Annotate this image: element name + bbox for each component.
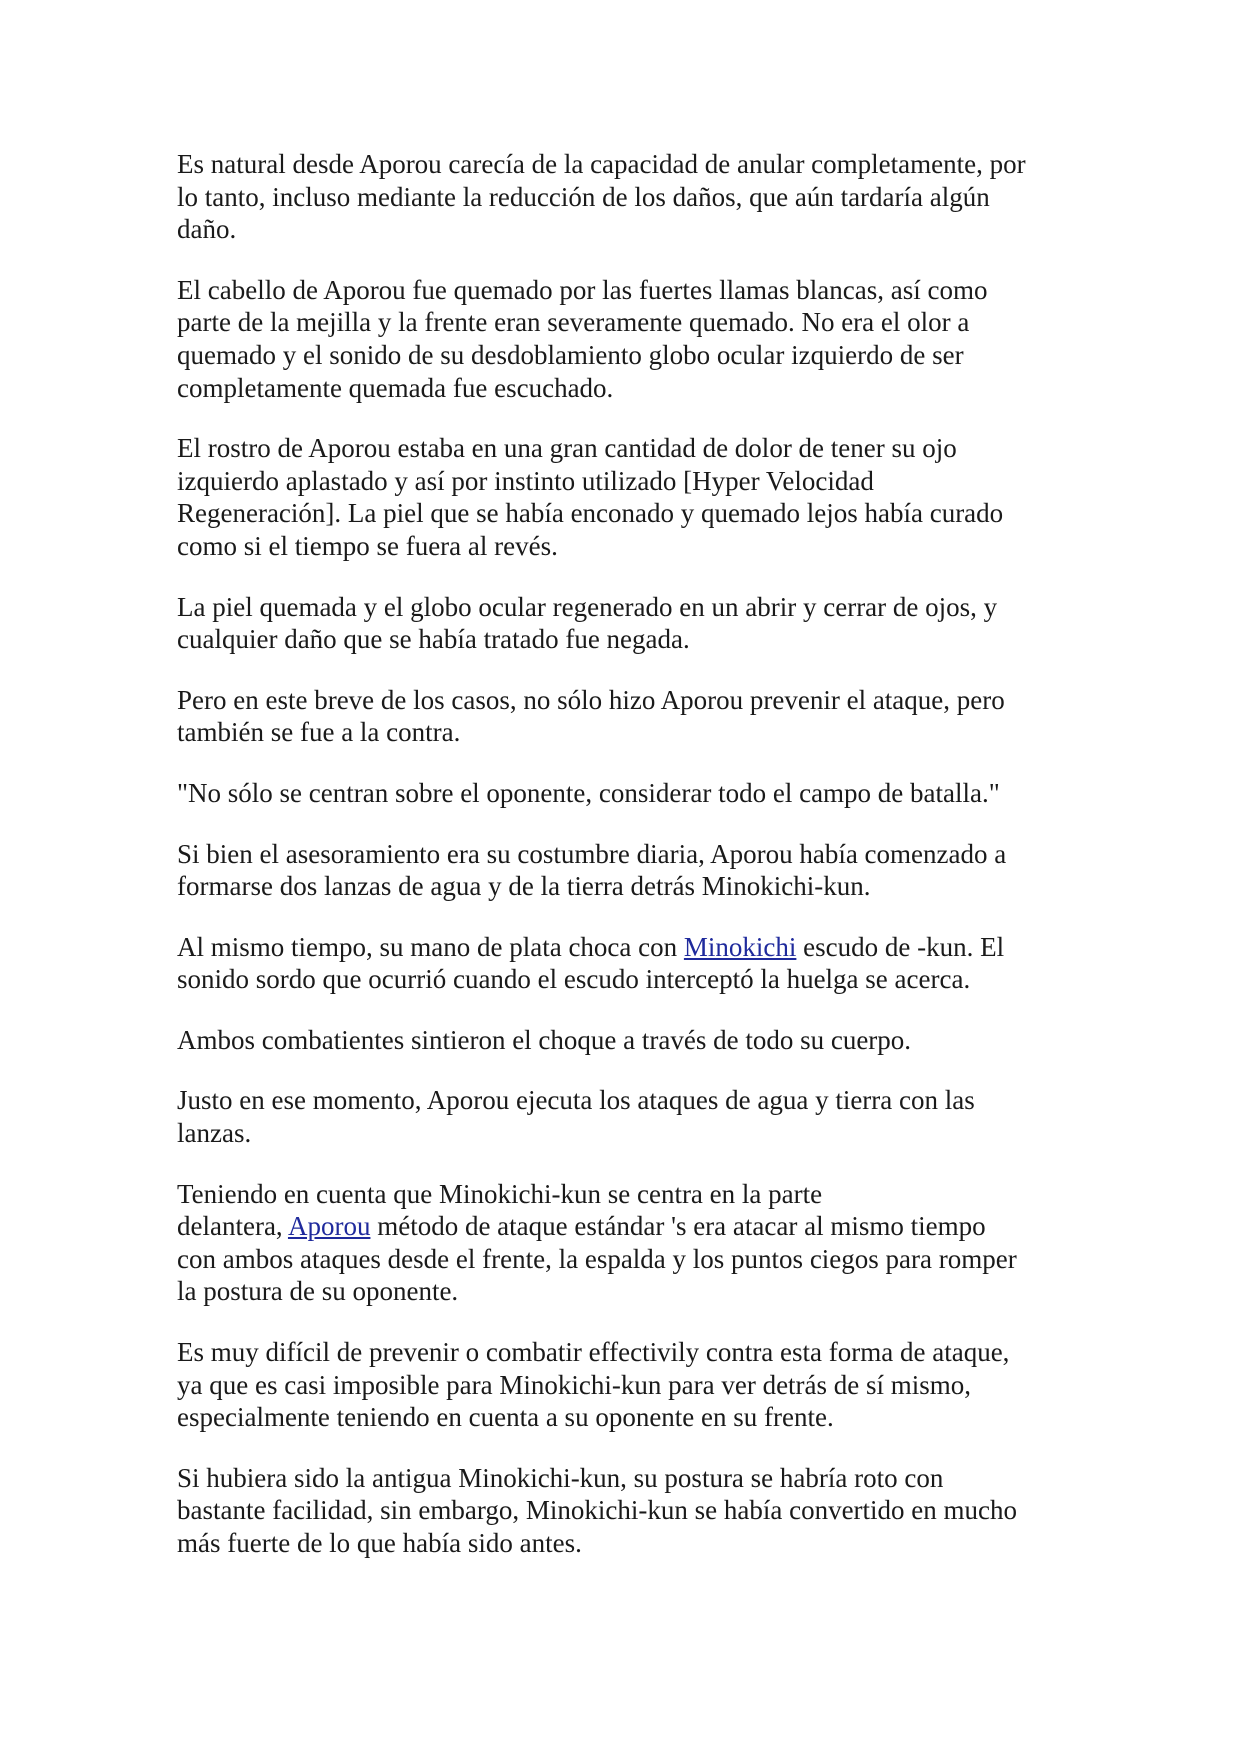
- document-page: [177, 148, 1082, 1588]
- text-line: bastante facilidad, sin embargo, Minokichi-kun se había convertido en mucho: [177, 1495, 1018, 1526]
- text-line: también se fue a la contra.: [177, 717, 461, 748]
- text-line: como si el tiempo se fuera al revés.: [177, 530, 558, 561]
- paragraph-4: [177, 591, 1082, 656]
- text-line: Si hubiera sido la antigua Minokichi-kun, su postura se habría roto con: [177, 1462, 944, 1493]
- paragraph-9: [177, 1024, 1082, 1057]
- text-line: lanzas.: [177, 1118, 252, 1149]
- text-line: Pero en este breve de los casos, no sólo hizo Aporou prevenir el ataque, pero: [177, 684, 1005, 715]
- paragraph-3: [177, 432, 1082, 562]
- text-line: la postura de su oponente.: [177, 1276, 459, 1307]
- text-segment: escudo de -kun. El: [796, 931, 1005, 962]
- paragraph-8: [177, 931, 1082, 996]
- text-line: "No sólo se centran sobre el oponente, considerar todo el campo de batalla.": [177, 777, 1000, 808]
- paragraph-12: [177, 1336, 1082, 1434]
- paragraph-13: [177, 1462, 1082, 1560]
- text-line: El rostro de Aporou estaba en una gran cantidad de dolor de tener su ojo: [177, 433, 957, 464]
- text-line: especialmente teniendo en cuenta a su oponente en su frente.: [177, 1402, 834, 1433]
- text-line: Teniendo en cuenta que Minokichi-kun se centra en la parte: [177, 1178, 823, 1209]
- paragraph-5: [177, 684, 1082, 749]
- minokichi-link[interactable]: Minokichi: [683, 931, 797, 962]
- paragraph-2: [177, 274, 1082, 404]
- paragraph-6: [177, 777, 1082, 810]
- text-line: Es natural desde Aporou carecía de la capacidad de anular completamente, por: [177, 149, 1026, 179]
- text-line: más fuerte de lo que había sido antes.: [177, 1528, 582, 1558]
- text-line: El cabello de Aporou fue quemado por las fuertes llamas blancas, así como: [177, 274, 988, 305]
- paragraph-10: [177, 1084, 1082, 1149]
- text-line: daño.: [177, 214, 237, 245]
- text-line: lo tanto, incluso mediante la reducción de los daños, que aún tardaría algún: [177, 181, 990, 212]
- text-line: cualquier daño que se había tratado fue negada.: [177, 624, 690, 655]
- text-line: Si bien el asesoramiento era su costumbre diaria, Aporou había comenzado a: [177, 838, 1007, 869]
- text-line: quemado y el sonido de su desdoblamiento globo ocular izquierdo de ser: [177, 339, 964, 370]
- text-line: ya que es casi imposible para Minokichi-kun para ver detrás de sí mismo,: [177, 1369, 972, 1400]
- text-line: Ambos combatientes sintieron el choque a través de todo su cuerpo.: [177, 1024, 912, 1055]
- text-line: formarse dos lanzas de agua y de la tierra detrás Minokichi-kun.: [177, 871, 871, 902]
- text-line: Regeneración]. La piel que se había enconado y quemado lejos había curado: [177, 498, 1004, 529]
- text-segment: Al mismo tiempo, su mano de plata choca con: [177, 931, 684, 962]
- text-line: izquierdo aplastado y así por instinto utilizado [Hyper Velocidad: [177, 465, 874, 496]
- paragraph-7: [177, 838, 1082, 903]
- text-line: completamente quemada fue escuchado.: [177, 372, 614, 403]
- aporou-link[interactable]: Aporou: [287, 1211, 371, 1242]
- text-segment: delantera,: [177, 1211, 288, 1242]
- text-segment: método de ataque estándar 's era atacar al mismo tiempo: [370, 1211, 986, 1242]
- text-line: Justo en ese momento, Aporou ejecuta los ataques de agua y tierra con las: [177, 1085, 975, 1116]
- paragraph-11: [177, 1178, 1082, 1308]
- text-line: con ambos ataques desde el frente, la espalda y los puntos ciegos para romper: [177, 1243, 1017, 1274]
- text-line: La piel quemada y el globo ocular regenerado en un abrir y cerrar de ojos, y: [177, 591, 998, 622]
- text-line: Es muy difícil de prevenir o combatir effectivily contra esta forma de ataque,: [177, 1337, 1010, 1368]
- text-line: parte de la mejilla y la frente eran severamente quemado. No era el olor a: [177, 307, 970, 338]
- paragraph-1: [177, 148, 1082, 246]
- text-line: sonido sordo que ocurrió cuando el escudo interceptó la huelga se acerca.: [177, 964, 971, 995]
